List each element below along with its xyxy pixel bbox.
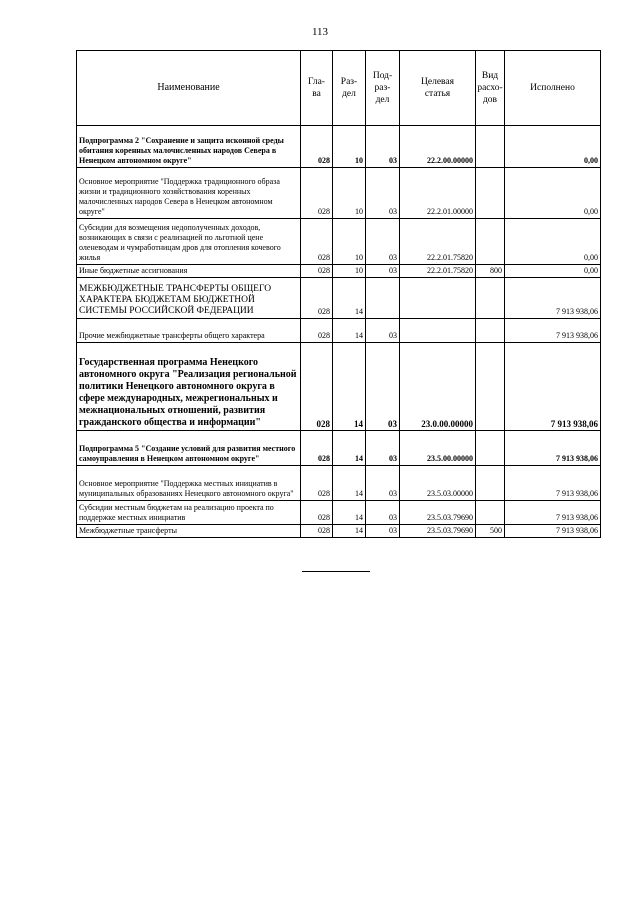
cell-name: Субсидии местным бюджетам на реализацию проекта по поддержке местных инициатив — [77, 501, 301, 525]
cell-celevaya: 23.0.00.00000 — [400, 343, 476, 431]
cell-vid: 500 — [476, 525, 505, 538]
cell-podrazdel: 03 — [366, 319, 400, 343]
cell-name: Иные бюджетные ассигнования — [77, 265, 301, 278]
cell-ispolneno: 7 913 938,06 — [505, 319, 601, 343]
cell-celevaya: 22.2.00.00000 — [400, 126, 476, 168]
cell-ispolneno: 0,00 — [505, 126, 601, 168]
table-row — [77, 501, 601, 525]
cell-podrazdel: 03 — [366, 501, 400, 525]
cell-glava: 028 — [301, 278, 333, 319]
table-row — [77, 126, 601, 168]
cell-name: МЕЖБЮДЖЕТНЫЕ ТРАНСФЕРТЫ ОБЩЕГО ХАРАКТЕРА БЮДЖЕТАМ БЮДЖЕТНОЙ СИСТЕМЫ РОССИЙСКОЙ ФЕДЕРАЦИИ — [77, 278, 301, 319]
cell-glava: 028 — [301, 265, 333, 278]
cell-name: Субсидии для возмещения недополученных доходов, возникающих в связи с реализацией по льготной цене оленеводам и чумработницам дров для отопления кочевого жилья — [77, 219, 301, 265]
cell-glava: 028 — [301, 219, 333, 265]
table-row — [77, 319, 601, 343]
cell-glava: 028 — [301, 525, 333, 538]
table-body — [77, 126, 601, 538]
table-row — [77, 265, 601, 278]
cell-celevaya: 23.5.03.00000 — [400, 466, 476, 501]
cell-ispolneno: 0,00 — [505, 219, 601, 265]
cell-glava: 028 — [301, 319, 333, 343]
cell-razdel: 14 — [333, 501, 366, 525]
cell-podrazdel: 03 — [366, 219, 400, 265]
cell-name: Основное мероприятие "Поддержка традиционного образа жизни и традиционного хозяйствования коренных малочисленных народов Севера в Ненецком автономном округе" — [77, 168, 301, 219]
cell-razdel: 14 — [333, 278, 366, 319]
cell-vid — [476, 431, 505, 466]
cell-podrazdel: 03 — [366, 168, 400, 219]
cell-razdel: 14 — [333, 525, 366, 538]
cell-razdel: 10 — [333, 168, 366, 219]
cell-podrazdel: 03 — [366, 525, 400, 538]
cell-name: Прочие межбюджетные трансферты общего характера — [77, 319, 301, 343]
table-row — [77, 525, 601, 538]
cell-celevaya: 22.2.01.75820 — [400, 265, 476, 278]
table-row — [77, 466, 601, 501]
table-row — [77, 343, 601, 431]
table-row — [77, 278, 601, 319]
cell-razdel: 14 — [333, 319, 366, 343]
cell-celevaya: 22.2.01.75820 — [400, 219, 476, 265]
cell-vid — [476, 343, 505, 431]
cell-razdel: 10 — [333, 265, 366, 278]
cell-razdel: 10 — [333, 219, 366, 265]
cell-glava: 028 — [301, 501, 333, 525]
cell-razdel: 14 — [333, 466, 366, 501]
cell-name: Межбюджетные трансферты — [77, 525, 301, 538]
col-header-glava: Гла- ва — [301, 51, 333, 126]
cell-celevaya: 23.5.03.79690 — [400, 501, 476, 525]
cell-celevaya — [400, 278, 476, 319]
cell-vid — [476, 168, 505, 219]
cell-glava: 028 — [301, 126, 333, 168]
col-header-razdel: Раз- дел — [333, 51, 366, 126]
cell-ispolneno: 7 913 938,06 — [505, 466, 601, 501]
cell-celevaya: 23.5.00.00000 — [400, 431, 476, 466]
cell-vid — [476, 466, 505, 501]
budget-table — [76, 50, 601, 538]
cell-vid — [476, 319, 505, 343]
table-header-row — [77, 51, 601, 126]
cell-razdel: 14 — [333, 431, 366, 466]
cell-celevaya: 23.5.03.79690 — [400, 525, 476, 538]
cell-vid — [476, 219, 505, 265]
cell-podrazdel: 03 — [366, 466, 400, 501]
table-row — [77, 219, 601, 265]
cell-podrazdel: 03 — [366, 343, 400, 431]
col-header-vid: Вид расхо- дов — [476, 51, 505, 126]
col-header-celevaya: Целевая статья — [400, 51, 476, 126]
cell-ispolneno: 7 913 938,06 — [505, 431, 601, 466]
table-row — [77, 431, 601, 466]
cell-ispolneno: 7 913 938,06 — [505, 501, 601, 525]
cell-podrazdel: 03 — [366, 265, 400, 278]
col-header-ispolneno: Исполнено — [505, 51, 601, 126]
table-row — [77, 168, 601, 219]
cell-ispolneno: 0,00 — [505, 168, 601, 219]
cell-vid: 800 — [476, 265, 505, 278]
cell-vid — [476, 278, 505, 319]
cell-ispolneno: 7 913 938,06 — [505, 278, 601, 319]
cell-ispolneno: 7 913 938,06 — [505, 343, 601, 431]
cell-celevaya — [400, 319, 476, 343]
cell-name: Подпрограмма 5 "Создание условий для развития местного самоуправления в Ненецком автономном округе" — [77, 431, 301, 466]
col-header-podrazdel: Под- раз- дел — [366, 51, 400, 126]
cell-name: Подпрограмма 2 "Сохранение и защита исконной среды обитания коренных малочисленных народов Севера в Ненецком автономном округе" — [77, 126, 301, 168]
cell-podrazdel: 03 — [366, 126, 400, 168]
cell-vid — [476, 501, 505, 525]
cell-name: Государственная программа Ненецкого автономного округа "Реализация региональной политики Ненецкого автономного округа в сфере международных, межрегиональных и межнациональных отношений, развития гражданского общества и информации" — [77, 343, 301, 431]
cell-razdel: 14 — [333, 343, 366, 431]
cell-glava: 028 — [301, 431, 333, 466]
cell-glava: 028 — [301, 343, 333, 431]
cell-glava: 028 — [301, 466, 333, 501]
cell-glava: 028 — [301, 168, 333, 219]
cell-ispolneno: 7 913 938,06 — [505, 525, 601, 538]
cell-podrazdel: 03 — [366, 431, 400, 466]
cell-razdel: 10 — [333, 126, 366, 168]
cell-celevaya: 22.2.01.00000 — [400, 168, 476, 219]
page-number: 113 — [311, 26, 329, 38]
cell-podrazdel — [366, 278, 400, 319]
end-rule — [302, 571, 370, 572]
cell-name: Основное мероприятие "Поддержка местных инициатив в муниципальных образованиях Ненецкого автономного округа" — [77, 466, 301, 501]
cell-ispolneno: 0,00 — [505, 265, 601, 278]
col-header-name: Наименование — [77, 51, 301, 126]
cell-vid — [476, 126, 505, 168]
